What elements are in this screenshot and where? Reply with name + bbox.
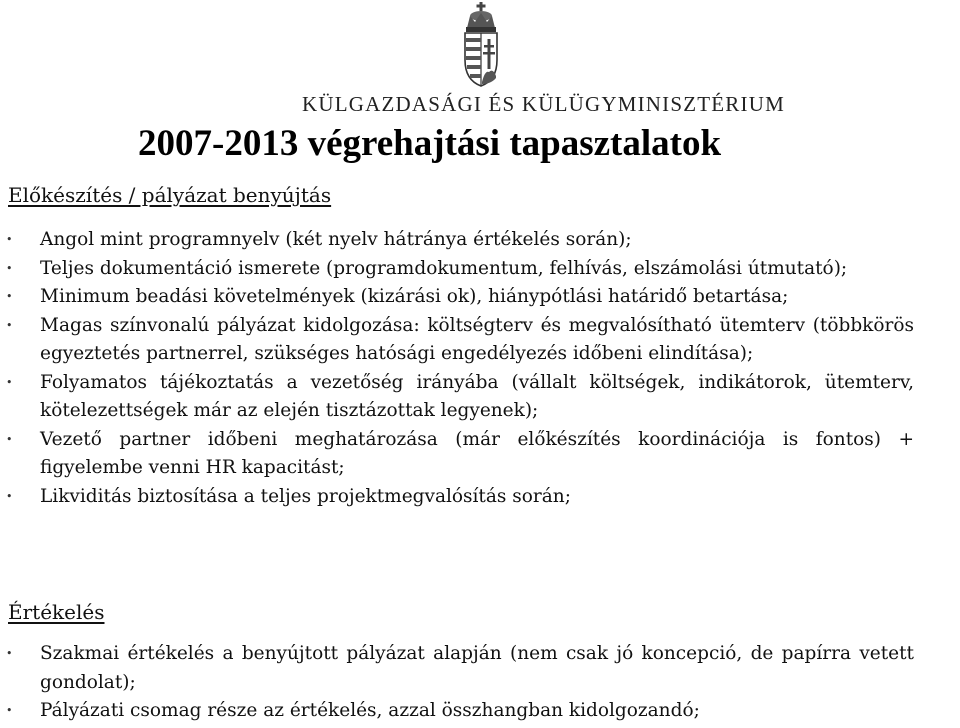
list-item: • Angol mint programnyelv (két nyelv hátránya értékelés során); xyxy=(0,226,960,255)
list-item: • Vezető partner időbeni meghatározása (már előkészítés koordinációja is fontos) + figyelembe venni HR kapacitást; xyxy=(0,426,960,483)
bullet-icon: • xyxy=(6,375,13,389)
bullet-icon: • xyxy=(6,432,13,446)
hungarian-coat-of-arms-icon xyxy=(458,2,504,88)
bullet-icon: • xyxy=(6,704,13,717)
bullet-icon: • xyxy=(6,290,13,303)
list-item: • Magas színvonalú pályázat kidolgozása: költségterv és megvalósítható ütemterv (többkörös egyeztetés partnerrel, szükséges hatósági engedélyezés időbeni elindítása); xyxy=(0,312,960,369)
bullet-icon: • xyxy=(6,233,13,246)
bullet-icon: • xyxy=(6,489,13,503)
list-item: • Teljes dokumentáció ismerete (programdokumentum, felhívás, elszámolási útmutató); xyxy=(0,255,960,284)
evaluation-list xyxy=(0,640,960,726)
section-heading-evaluation: Értékelés xyxy=(8,600,105,624)
bullet-icon: • xyxy=(6,647,13,660)
list-item: • Folyamatos tájékoztatás a vezetőség irányába (vállalt költségek, indikátorok, ütemterv, kötelezettségek már az elején tisztázottak legyenek); xyxy=(0,369,960,426)
list-item: • Pályázati csomag része az értékelés, azzal összhangban kidolgozandó; xyxy=(0,697,960,726)
list-item: • Minimum beadási követelmények (kizárási ok), hiánypótlási határidő betartása; xyxy=(0,283,960,312)
bullet-icon: • xyxy=(6,318,13,332)
list-item: • Szakmai értékelés a benyújtott pályázat alapján (nem csak jó koncepció, de papírra vetett gondolat); xyxy=(0,640,960,697)
list-item: • Likviditás biztosítása a teljes projektmegvalósítás során; xyxy=(0,483,960,512)
ministry-name: KÜLGAZDASÁGI ÉS KÜLÜGYMINISZTÉRIUM xyxy=(302,92,785,116)
section-heading-preparation: Előkészítés / pályázat benyújtás xyxy=(8,183,332,207)
preparation-list xyxy=(0,226,960,511)
bullet-icon: • xyxy=(6,261,13,275)
page-title: 2007-2013 végrehajtási tapasztalatok xyxy=(138,123,722,164)
